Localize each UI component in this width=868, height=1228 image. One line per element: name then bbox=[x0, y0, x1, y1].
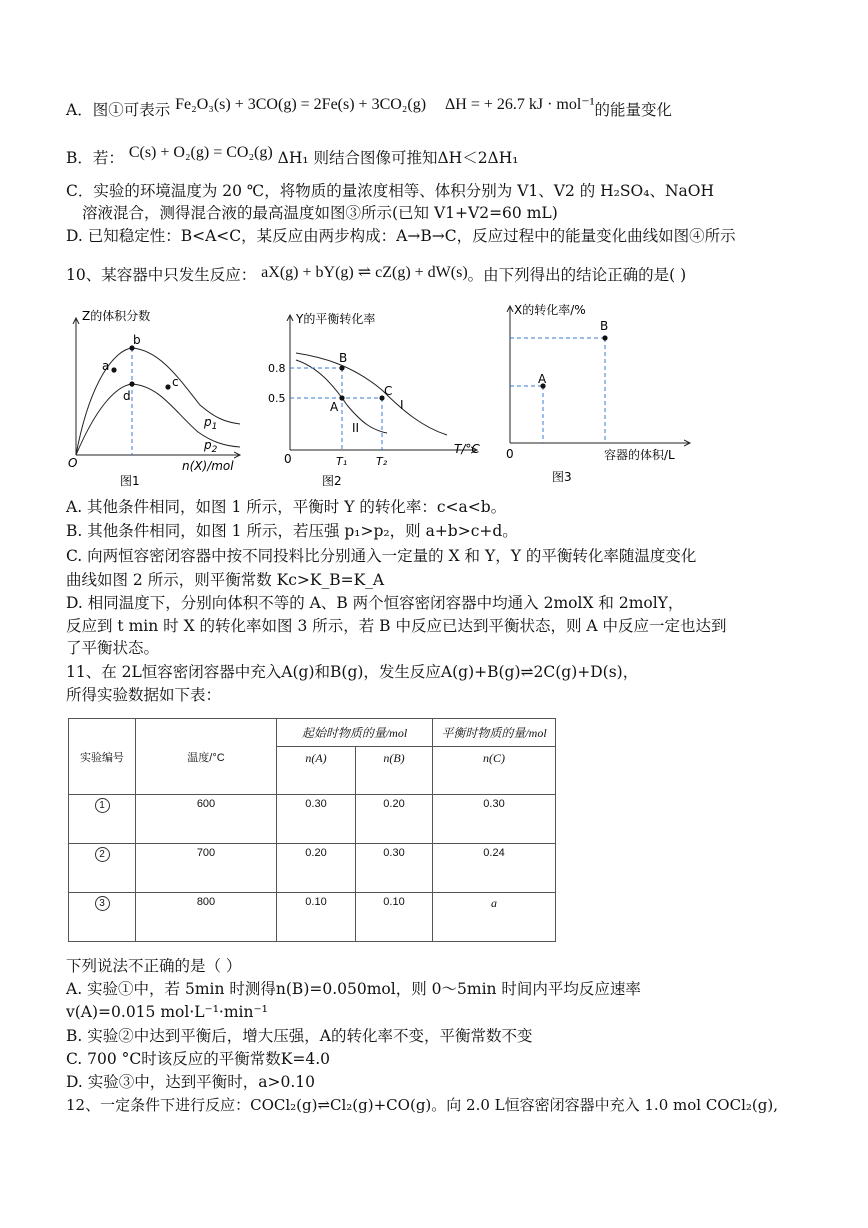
table-cell-exp-no bbox=[69, 893, 136, 942]
q10-option-b: B. 其他条件相同，如图 1 所示，若压强 p₁>p₂，则 a+b>c+d。 bbox=[66, 522, 518, 540]
q9-option-d: D. 已知稳定性：B<A<C，某反应由两步构成：A→B→C，反应过程中的能量变化曲线如图④所示 bbox=[66, 227, 736, 245]
fig1-origin: O bbox=[68, 456, 78, 470]
table-header-equilibrium: 平衡时物质的量/mol bbox=[433, 719, 556, 747]
table-header-exp-no: 实验编号 bbox=[69, 719, 136, 795]
q9-a-suffix: 的能量变化 bbox=[594, 101, 673, 119]
table-cell-exp-no bbox=[69, 844, 136, 893]
fig3-point-b bbox=[602, 335, 607, 340]
table-cell-nb: 0.30 bbox=[356, 844, 433, 893]
fig1-point-c bbox=[165, 384, 170, 389]
fig1-label-p1: $p_1$ bbox=[204, 415, 218, 432]
q11-option-c: C. 700 °C时该反应的平衡常数K=4.0 bbox=[66, 1050, 331, 1068]
q10-option-d-line2: 反应到 t min 时 X 的转化率如图 3 所示，若 B 中反应已达到平衡状态，则 A 中反应一定也达到 bbox=[66, 617, 727, 635]
q11-data-table bbox=[68, 718, 556, 942]
fig2-label-ii: II bbox=[352, 421, 360, 435]
q10-option-c-line1: C. 向两恒容密闭容器中按不同投料比分别通入一定量的 X 和 Y，Y 的平衡转化率随温度变化 bbox=[66, 547, 697, 565]
table-header-nc: n(C) bbox=[433, 747, 556, 795]
table-cell-nb: 0.20 bbox=[356, 795, 433, 844]
fig2-ytick-05: 0.5 bbox=[268, 392, 286, 405]
table-cell-temp: 700 bbox=[136, 844, 277, 893]
table-cell-na: 0.30 bbox=[277, 795, 356, 844]
fig2-caption: 图2 bbox=[322, 474, 342, 488]
fig3-caption: 图3 bbox=[552, 470, 572, 484]
fig1-y-label: Z的体积分数 bbox=[82, 309, 151, 323]
fig3-label-a: A bbox=[538, 372, 547, 386]
table-cell-nc: a bbox=[433, 893, 556, 942]
q10-stem bbox=[66, 265, 686, 286]
q10-option-d-line3: 了平衡状态。 bbox=[66, 639, 160, 657]
fig1-label-p2: $p_2$ bbox=[204, 438, 218, 455]
q9-a-prefix: A．图①可表示 bbox=[66, 101, 171, 119]
fig2-point-a bbox=[339, 395, 344, 400]
q10-option-d-line1: D. 相同温度下，分别向体积不等的 A、B 两个恒容密闭容器中均通入 2molX 和 2molY， bbox=[66, 594, 684, 612]
table-header-initial: 起始时物质的量/mol bbox=[277, 719, 433, 747]
fig2-y-label: Y的平衡转化率 bbox=[296, 312, 376, 326]
q9-option-a bbox=[66, 96, 673, 121]
q11-option-a-line2: v(A)=0.015 mol·L⁻¹·min⁻¹ bbox=[66, 1003, 268, 1021]
q9-option-c-line1: C．实验的环境温度为 20 ℃，将物质的量浓度相等、体积分别为 V1、V2 的 H₂SO₄、NaOH bbox=[66, 182, 714, 200]
fig1-label-c: c bbox=[172, 375, 179, 389]
exp-no-2: 2 bbox=[95, 847, 110, 862]
q9-b-equation: C(s) + O₂(g) = CO₂(g) bbox=[128, 144, 273, 161]
fig3-y-label: X的转化率/% bbox=[514, 303, 586, 317]
table-row bbox=[69, 795, 556, 844]
fig1-label-a: a bbox=[102, 359, 110, 373]
q11-question: 下列说法不正确的是（ ） bbox=[66, 957, 242, 975]
q11-option-a-line1: A. 实验①中，若 5min 时测得n(B)=0.050mol，则 0～5min 时间内平均反应速率 bbox=[66, 980, 641, 998]
q9-b-prefix: B．若： bbox=[66, 149, 124, 167]
fig2-point-b bbox=[339, 365, 344, 370]
fig1-point-a bbox=[111, 367, 116, 372]
table-row bbox=[69, 844, 556, 893]
table-row bbox=[69, 893, 556, 942]
q10-stem-suffix: 。由下列得出的结论正确的是( ) bbox=[467, 266, 687, 284]
table-cell-temp: 600 bbox=[136, 795, 277, 844]
table-cell-nc: 0.30 bbox=[433, 795, 556, 844]
figure-2 bbox=[262, 305, 497, 490]
fig2-x-label: T/°C bbox=[454, 442, 480, 456]
fig1-caption: 图1 bbox=[120, 474, 140, 488]
q9-option-b bbox=[66, 144, 519, 169]
fig3-label-b: B bbox=[600, 319, 609, 333]
fig1-label-d: d bbox=[123, 389, 131, 403]
table-header-na: n(A) bbox=[277, 747, 356, 795]
fig2-curve-i bbox=[296, 353, 447, 435]
table-cell-temp: 800 bbox=[136, 893, 277, 942]
fig1-label-b: b bbox=[133, 333, 141, 347]
q11-stem-line1: 11、在 2L恒容密闭容器中充入A(g)和B(g)，发生反应A(g)+B(g)⇌2C(g)+D(s)， bbox=[66, 663, 639, 681]
q9-option-c-line2: 溶液混合，测得混合液的最高温度如图③所示(已知 V1+V2=60 mL) bbox=[82, 204, 558, 222]
table-cell-na: 0.20 bbox=[277, 844, 356, 893]
fig2-label-i: I bbox=[400, 398, 404, 412]
q12-stem: 12、一定条件下进行反应：COCl₂(g)⇌Cl₂(g)+CO(g)。向 2.0 L恒容密闭容器中充入 1.0 mol COCl₂(g), bbox=[66, 1096, 778, 1114]
table-cell-nc: 0.24 bbox=[433, 844, 556, 893]
q9-b-suffix: ΔH₁ 则结合图像可推知ΔH＜2ΔH₁ bbox=[277, 149, 519, 167]
q11-option-d: D. 实验③中，达到平衡时，a>0.10 bbox=[66, 1073, 315, 1091]
table-header-nb: n(B) bbox=[356, 747, 433, 795]
q11-stem-line2: 所得实验数据如下表： bbox=[66, 686, 222, 704]
fig2-label-a: A bbox=[330, 400, 339, 414]
fig1-point-d bbox=[129, 381, 134, 386]
fig2-ytick-08: 0.8 bbox=[268, 362, 286, 375]
q10-stem-equation: aX(g) + bY(g) ⇌ cZ(g) + dW(s) bbox=[261, 264, 468, 281]
figure-1 bbox=[60, 300, 260, 490]
fig3-origin: 0 bbox=[506, 447, 514, 461]
table-cell-nb: 0.10 bbox=[356, 893, 433, 942]
fig3-x-label: 容器的体积/L bbox=[604, 448, 675, 462]
q10-stem-prefix: 10、某容器中只发生反应： bbox=[66, 266, 257, 284]
q11-option-b: B. 实验②中达到平衡后，增大压强，A的转化率不变，平衡常数不变 bbox=[66, 1027, 533, 1045]
fig2-label-c: C bbox=[384, 384, 393, 398]
q9-a-equation: Fe₂O₃(s) + 3CO(g) = 2Fe(s) + 3CO₂(g) bbox=[175, 96, 427, 113]
table-cell-exp-no bbox=[69, 795, 136, 844]
q10-option-a: A. 其他条件相同，如图 1 所示，平衡时 Y 的转化率：c<a<b。 bbox=[66, 498, 507, 516]
table-cell-na: 0.10 bbox=[277, 893, 356, 942]
fig1-x-label: n(X)/mol bbox=[182, 459, 234, 473]
fig1-curve-p1 bbox=[76, 348, 240, 455]
exp-no-3: 3 bbox=[95, 896, 110, 911]
fig2-origin: 0 bbox=[284, 452, 292, 466]
fig2-xtick-t1: T₁ bbox=[336, 455, 348, 468]
table-header-temp: 温度/°C bbox=[136, 719, 277, 795]
fig2-label-b: B bbox=[339, 351, 348, 365]
exp-no-1: 1 bbox=[95, 798, 110, 813]
q9-a-enthalpy: ΔH = + 26.7 kJ · mol⁻¹ bbox=[444, 96, 595, 113]
fig2-xtick-t2: T₂ bbox=[376, 455, 388, 468]
figure-3 bbox=[500, 298, 705, 488]
q10-option-c-line2: 曲线如图 2 所示，则平衡常数 Kc>K_B=K_A bbox=[66, 571, 385, 589]
